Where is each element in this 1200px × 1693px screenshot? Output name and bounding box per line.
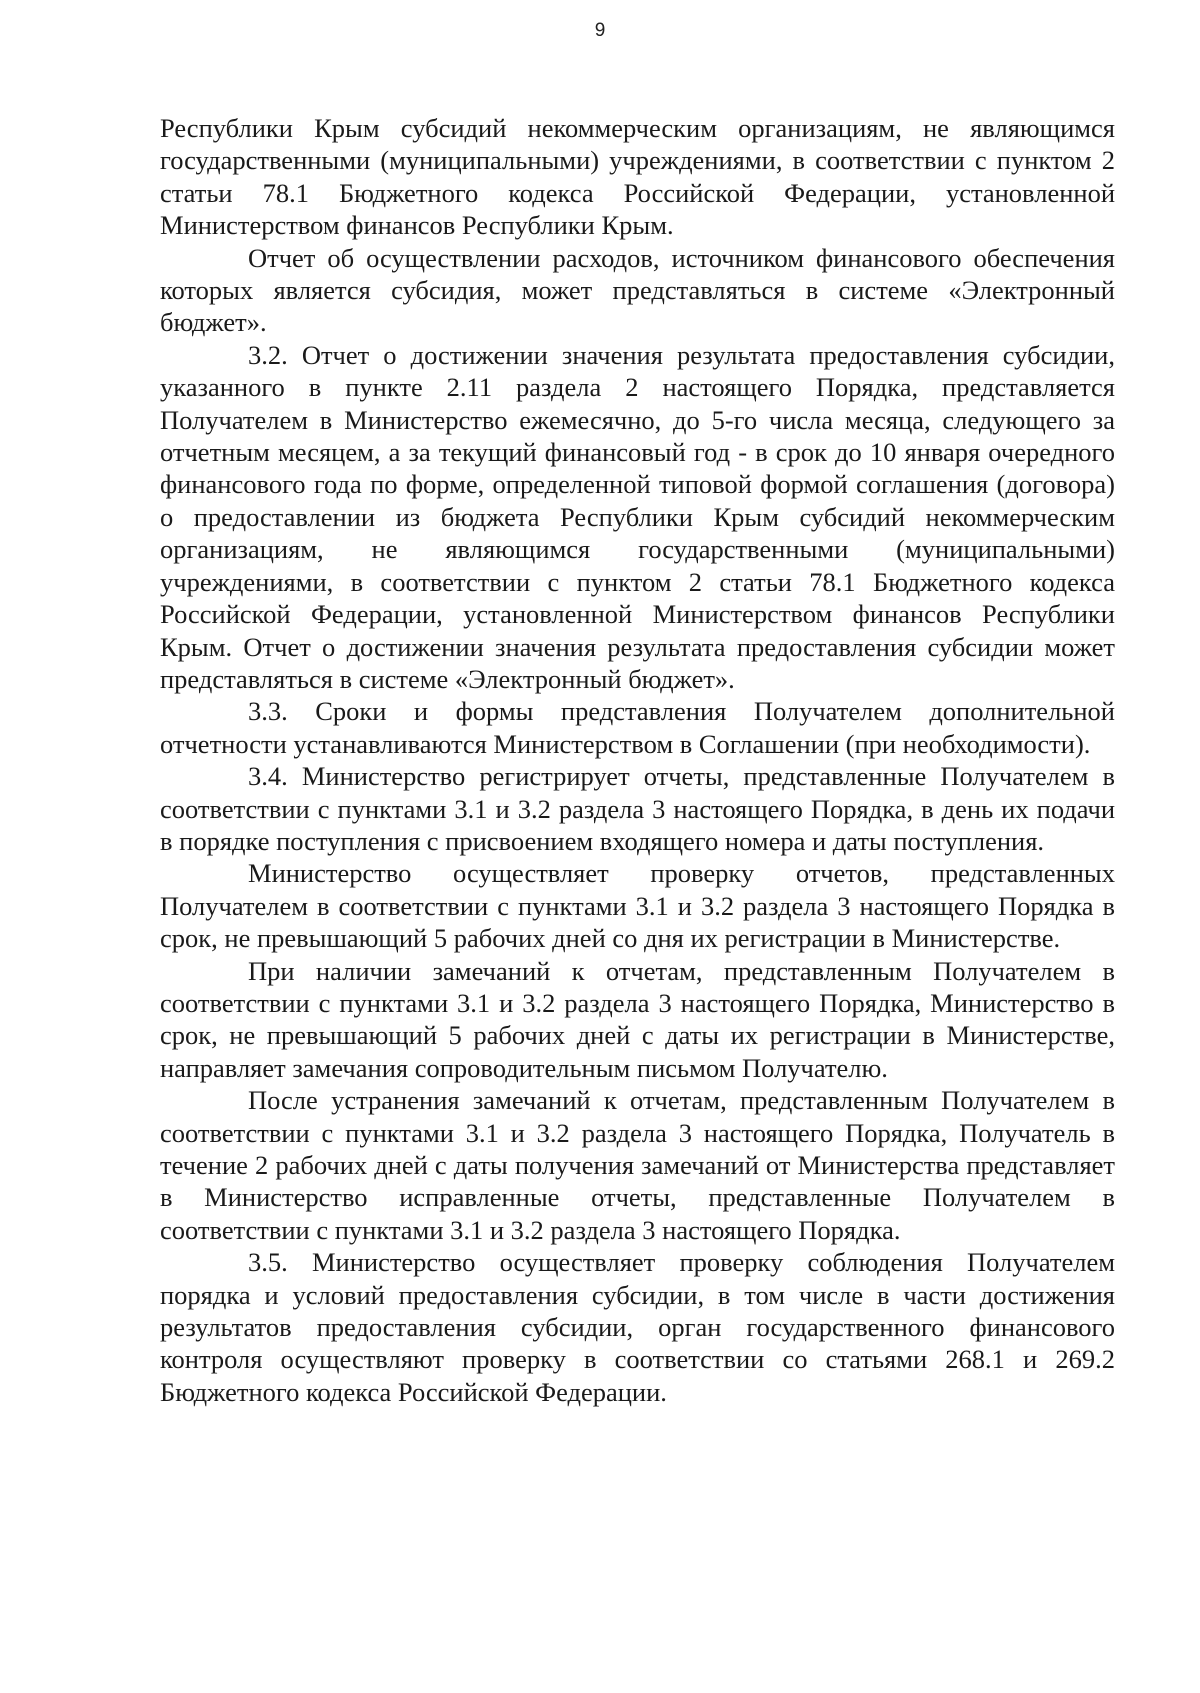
paragraph-report-verification: Министерство осуществляет проверку отчетов, представленных Получателем в соответствии с пунктами 3.1 и 3.2 раздела 3 настоящего Порядка в срок, не превышающий 5 рабочих дней со дня их регистрации в Министерстве. [160,858,1115,954]
paragraph-remarks: При наличии замечаний к отчетам, представленным Получателем в соответствии с пунктами 3.1 и 3.2 раздела 3 настоящего Порядка, Министерство в срок, не превышающий 5 рабочих дней с даты их регистрации в Министерстве, направляет замечания сопроводительным письмом Получателю. [160,955,1115,1083]
paragraph-3-2: 3.2. Отчет о достижении значения результата предоставления субсидии, указанного в пункте 2.11 раздела 2 настоящего Порядка, представляется Получателем в Министерство ежемесячно, до 5-го числа месяца, следующего за отчетным месяцем, а за текущий финансовый год - в срок до 10 января очередного финансового года по форме, определенной типовой формой соглашения (договора) о предоставлении из бюджета Республики Крым субсидий некоммерческим организациям, не являющимся государственными (муниципальными) учреждениями, в соответствии с пунктом 2 статьи 78.1 Бюджетного кодекса Российской Федерации, установленной Министерством финансов Республики Крым. Отчет о достижении значения результата предоставления субсидии может представляться в системе «Электронный бюджет». [160,339,1115,694]
document-body [160,112,1115,1408]
paragraph-continuation: Республики Крым субсидий некоммерческим организациям, не являющимся государственными (муниципальными) учреждениями, в соответствии с пунктом 2 статьи 78.1 Бюджетного кодекса Российской Федерации, установленной Министерством финансов Республики Крым. [160,113,1115,241]
paragraph-3-5: 3.5. Министерство осуществляет проверку соблюдения Получателем порядка и условий предоставления субсидии, в том числе в части достижения результатов предоставления субсидии, орган государственного финансового контроля осуществляют проверку в соответствии со статьями 268.1 и 269.2 Бюджетного кодекса Российской Федерации. [160,1247,1115,1407]
paragraph-after-remarks: После устранения замечаний к отчетам, представленным Получателем в соответствии с пунктами 3.1 и 3.2 раздела 3 настоящего Порядка, Получатель в течение 2 рабочих дней с даты получения замечаний от Министерства представляет в Министерство исправленные отчеты, представленные Получателем в соответствии с пунктами 3.1 и 3.2 раздела 3 настоящего Порядка. [160,1085,1115,1245]
paragraph-3-3: 3.3. Сроки и формы представления Получателем дополнительной отчетности устанавливаются Министерством в Соглашении (при необходимости). [160,696,1115,759]
paragraph-3-4: 3.4. Министерство регистрирует отчеты, представленные Получателем в соответствии с пунктами 3.1 и 3.2 раздела 3 настоящего Порядка, в день их подачи в порядке поступления с присвоением входящего номера и даты поступления. [160,761,1115,856]
paragraph-expense-report: Отчет об осуществлении расходов, источником финансового обеспечения которых является субсидия, может представляться в системе «Электронный бюджет». [160,242,1115,338]
page-number: 9 [594,20,606,41]
